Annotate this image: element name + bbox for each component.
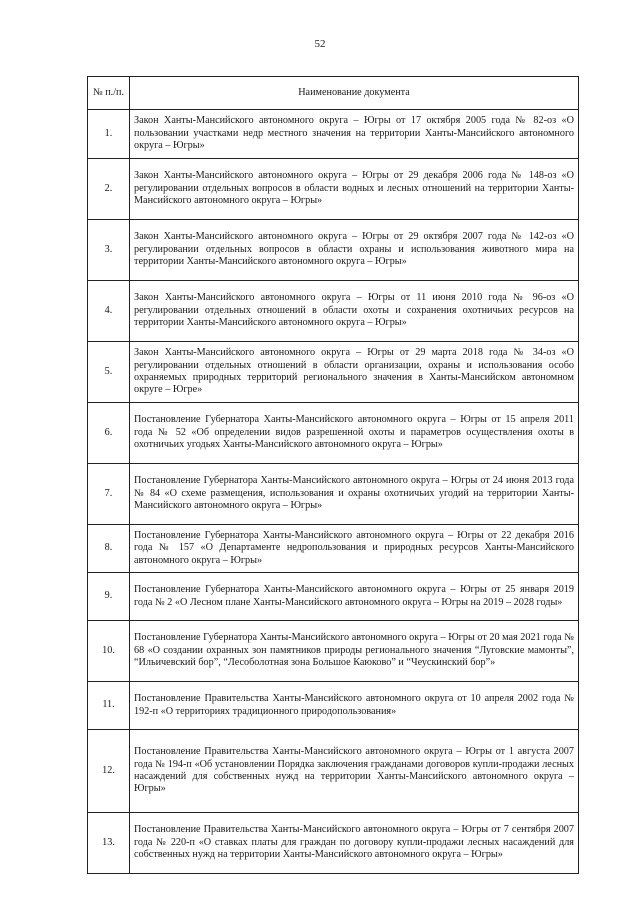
document-name: Постановление Правительства Ханты-Мансийского автономного округа от 10 апреля 2002 года № 192-п «О территориях традиционного природопользования» xyxy=(130,682,579,730)
document-name: Постановление Правительства Ханты-Мансийского автономного округа – Югры от 7 сентября 2007 года № 220-п «О ставках платы для граждан по договору купли-продажи лесных насаждений для собственных нужд на территории Ханты-Мансийского автономного округа – Югры» xyxy=(130,813,579,874)
row-number: 6. xyxy=(88,403,130,464)
table-row xyxy=(88,281,579,342)
table-row xyxy=(88,682,579,730)
row-number: 13. xyxy=(88,813,130,874)
table-row xyxy=(88,110,579,159)
table-row xyxy=(88,573,579,621)
table-row xyxy=(88,813,579,874)
row-number: 10. xyxy=(88,621,130,682)
document-name: Закон Ханты-Мансийского автономного округа – Югры от 29 декабря 2006 года № 148-оз «О регулировании отдельных вопросов в области водных и лесных отношений на территории Ханты-Мансийского автономного округа – Югры» xyxy=(130,159,579,220)
document-name: Постановление Губернатора Ханты-Мансийского автономного округа – Югры от 25 января 2019 года № 2 «О Лесном плане Ханты-Мансийского автономного округа – Югры на 2019 – 2028 годы» xyxy=(130,573,579,621)
header-row xyxy=(88,77,579,110)
row-number: 2. xyxy=(88,159,130,220)
document-name: Закон Ханты-Мансийского автономного округа – Югры от 11 июня 2010 года № 96-оз «О регулировании отдельных отношений в области охоты и сохранения охотничьих ресурсов на территории Ханты-Мансийского автономного округа – Югры» xyxy=(130,281,579,342)
table-row xyxy=(88,730,579,813)
document-name: Закон Ханты-Мансийского автономного округа – Югры от 17 октября 2005 года № 82-оз «О пользовании участками недр местного значения на территории Ханты-Мансийского автономного округа – Югры» xyxy=(130,110,579,159)
row-number: 9. xyxy=(88,573,130,621)
document-name: Постановление Губернатора Ханты-Мансийского автономного округа – Югры от 22 декабря 2016 года № 157 «О Департаменте недропользования и природных ресурсов Ханты-Мансийского автономного округа – Югры» xyxy=(130,525,579,573)
table-row xyxy=(88,403,579,464)
document-name: Закон Ханты-Мансийского автономного округа – Югры от 29 октября 2007 года № 142-оз «О регулировании отдельных вопросов в области охраны и использования животного мира на территории Ханты-Мансийского автономного округа – Югры» xyxy=(130,220,579,281)
documents-table xyxy=(87,76,579,874)
table-row xyxy=(88,621,579,682)
document-name: Постановление Правительства Ханты-Мансийского автономного округа – Югры от 1 августа 2007 года № 194-п «Об установлении Порядка заключения гражданами договоров купли-продажи лесных насаждений для собственных нужд на территории Ханты-Мансийского автономного округа – Югры» xyxy=(130,730,579,813)
row-number: 3. xyxy=(88,220,130,281)
table-row xyxy=(88,159,579,220)
row-number: 1. xyxy=(88,110,130,159)
document-name: Постановление Губернатора Ханты-Мансийского автономного округа – Югры от 24 июня 2013 года № 84 «О схеме размещения, использования и охраны охотничьих угодий на территории Ханты-Мансийского автономного округа – Югры» xyxy=(130,464,579,525)
row-number: 12. xyxy=(88,730,130,813)
table-row xyxy=(88,220,579,281)
page-number: 52 xyxy=(314,38,326,50)
table-row xyxy=(88,525,579,573)
document-name: Постановление Губернатора Ханты-Мансийского автономного округа – Югры от 15 апреля 2011 года № 52 «Об определении видов разрешенной охоты и параметров осуществления охоты в охотничьих угодьях Ханты-Мансийского автономного округа – Югры» xyxy=(130,403,579,464)
table-body xyxy=(88,110,579,874)
column-header-number: № п./п. xyxy=(88,77,130,110)
row-number: 7. xyxy=(88,464,130,525)
column-header-document-name: Наименование документа xyxy=(130,77,579,110)
table-row xyxy=(88,464,579,525)
row-number: 11. xyxy=(88,682,130,730)
document-name: Постановление Губернатора Ханты-Мансийского автономного округа – Югры от 20 мая 2021 года № 68 «О создании охранных зон памятников природы регионального значения “Луговские мамонты”, “Ильичевский бор”, “Лесоболотная зона Большое Каюково” и “Чеускинский бор”» xyxy=(130,621,579,682)
document-name: Закон Ханты-Мансийского автономного округа – Югры от 29 марта 2018 года № 34-оз «О регулировании отдельных отношений в области организации, охраны и использования особо охраняемых природных территорий регионального значения в Ханты-Мансийском автономном округе – Югре» xyxy=(130,342,579,403)
row-number: 5. xyxy=(88,342,130,403)
table-header xyxy=(88,77,579,110)
table-row xyxy=(88,342,579,403)
row-number: 8. xyxy=(88,525,130,573)
row-number: 4. xyxy=(88,281,130,342)
